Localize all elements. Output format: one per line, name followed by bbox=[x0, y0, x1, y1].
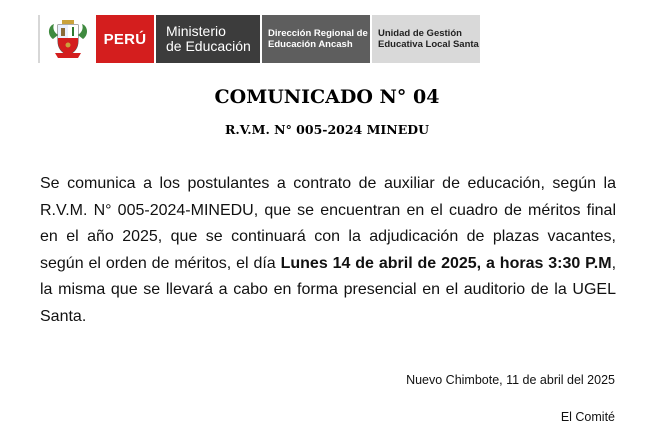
ugel-line-2: Educativa Local Santa bbox=[378, 39, 479, 50]
dre-line-1: Dirección Regional de bbox=[268, 28, 368, 39]
body-highlight: Lunes 14 de abril de 2025, a horas 3:30 P.M bbox=[280, 254, 612, 272]
document-subtitle: R.V.M. N° 005-2024 MINEDU bbox=[225, 122, 429, 137]
document-title: COMUNICADO N° 04 bbox=[214, 86, 440, 108]
body-text-1: Se comunica a los postulantes a contrato de auxiliar de educación, según la R.V.M. N° 005-2024-MINEDU, que se encuentran en el cuadro de méritos final en el año 2025, que se continuará con la adjudicación de plazas vacantes, según el orden de méritos, el día bbox=[40, 175, 616, 272]
ministerio-line-2: de Educación bbox=[166, 38, 251, 54]
ugel-label bbox=[370, 15, 480, 63]
body-text-2: , la misma que se llevará a cabo en forma presencial en el auditorio de la UGEL Santa. bbox=[40, 254, 617, 325]
coat-of-arms bbox=[38, 15, 96, 63]
signature: El Comité bbox=[560, 410, 615, 424]
ugel-line-1: Unidad de Gestión bbox=[378, 28, 462, 39]
dre-line-2: Educación Ancash bbox=[268, 39, 353, 50]
date-line: Nuevo Chimbote, 11 de abril del 2025 bbox=[406, 373, 615, 387]
peru-coat-of-arms-icon bbox=[45, 17, 91, 61]
announcement-body bbox=[40, 171, 616, 331]
ministerio-line-1: Ministerio bbox=[166, 23, 226, 39]
peru-label: PERÚ bbox=[96, 15, 154, 63]
dre-label bbox=[260, 15, 370, 63]
ministerio-label bbox=[154, 15, 260, 63]
institution-header bbox=[38, 15, 480, 63]
